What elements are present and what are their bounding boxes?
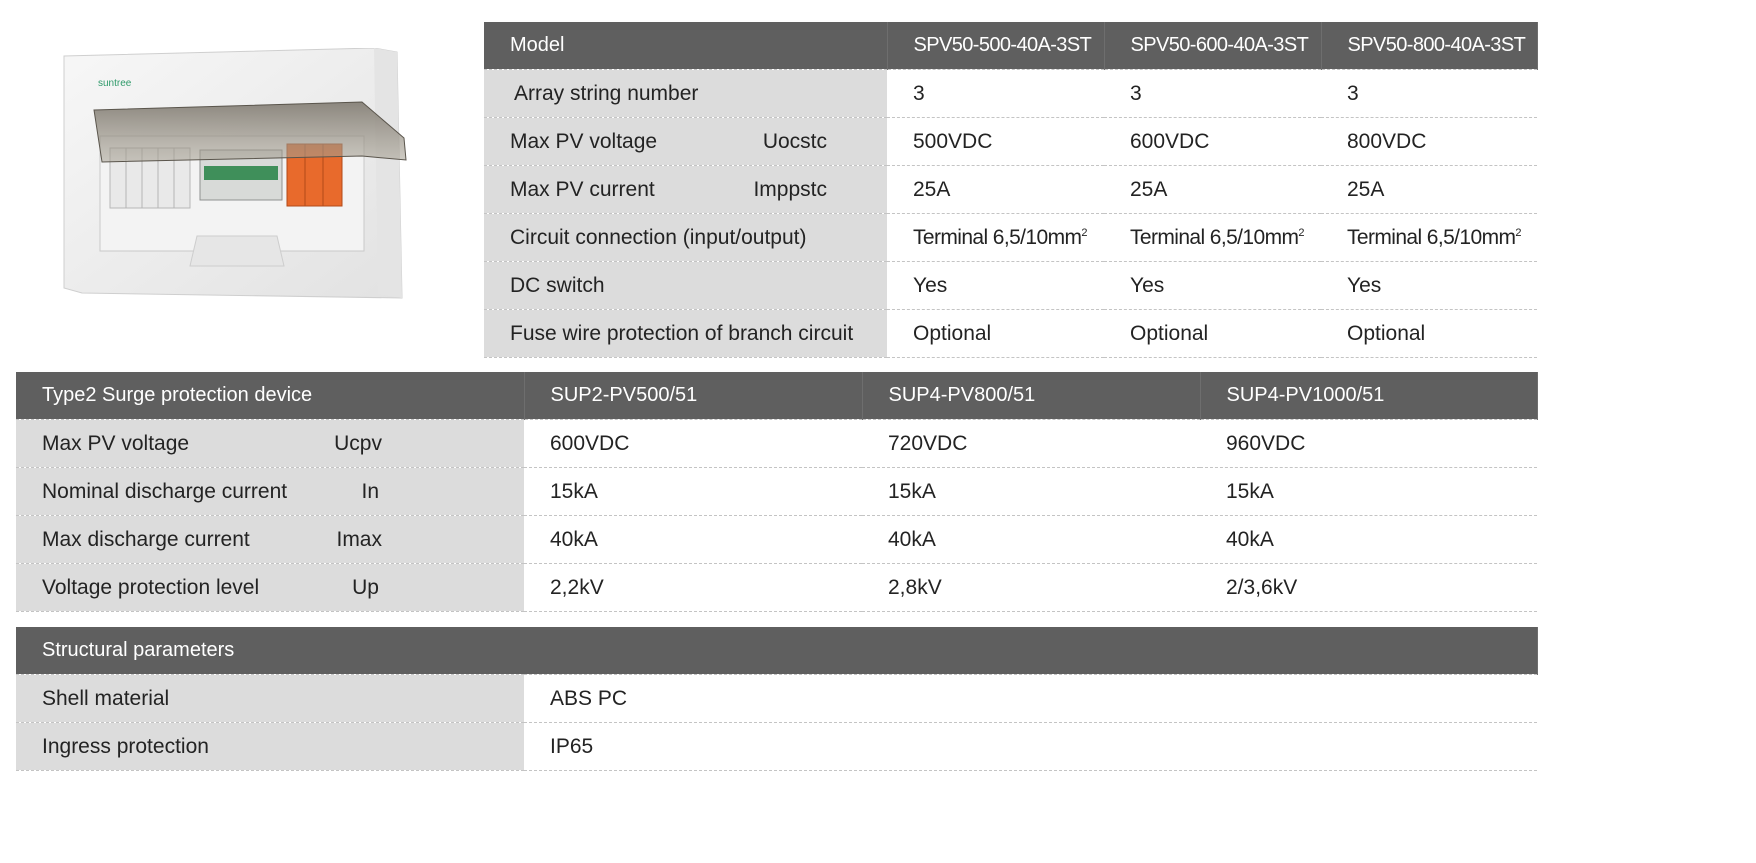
row-value: ABS PC [524,675,1537,723]
model-spec-table [484,22,1538,358]
row-label: Max PV voltage [42,431,190,455]
header-model: SUP4-PV1000/51 [1200,372,1537,420]
row-value: 2,8kV [862,564,1200,612]
row-value: Optional [1104,310,1321,358]
row-value: Terminal 6,5/10mm [913,225,1082,249]
row-symbol: Imax [336,527,382,551]
row-symbol: In [361,479,379,503]
header-model: SPV50-500-40A-3ST [887,22,1104,70]
row-value: 25A [887,166,1104,214]
row-label: Max discharge current [42,527,250,551]
row-value: 40kA [862,516,1200,564]
header-model: SUP2-PV500/51 [524,372,862,420]
table-row [484,262,1537,310]
table-header-row [16,627,1537,675]
combiner-box-image [62,48,457,338]
header-model: SPV50-800-40A-3ST [1321,22,1537,70]
header-label: Model [484,22,887,70]
row-value: Yes [1104,262,1321,310]
table-row [16,468,1537,516]
row-label: Circuit connection (input/output) [484,214,887,262]
row-value: 720VDC [862,420,1200,468]
row-value: Terminal 6,5/10mm [1130,225,1299,249]
row-label: Ingress protection [16,723,524,771]
row-value: 25A [1104,166,1321,214]
row-label: DC switch [484,262,887,310]
row-value: Yes [1321,262,1537,310]
table-row [484,118,1537,166]
row-value: 500VDC [887,118,1104,166]
row-value: 25A [1321,166,1537,214]
structural-spec-table [16,627,1538,771]
row-value: Yes [887,262,1104,310]
row-symbol: Uocstc [762,129,827,153]
value-superscript: 2 [1515,226,1521,239]
brand-logo: suntree [98,78,132,89]
header-label: Type2 Surge protection device [16,372,524,420]
table-row [16,675,1537,723]
header-model: SPV50-600-40A-3ST [1104,22,1321,70]
row-value: 40kA [524,516,862,564]
table-header-row [16,372,1537,420]
row-label: Max PV current [510,177,655,201]
row-value: 15kA [862,468,1200,516]
header-model: SUP4-PV800/51 [862,372,1200,420]
row-value: 40kA [1200,516,1537,564]
table-row [16,516,1537,564]
row-label: Fuse wire protection of branch circuit [484,310,887,358]
row-label: Nominal discharge current [42,479,288,503]
table-row [16,723,1537,771]
row-value: 600VDC [524,420,862,468]
value-superscript: 2 [1081,226,1087,239]
row-value: 15kA [1200,468,1537,516]
header-label: Structural parameters [16,627,1537,675]
row-value: 3 [1104,70,1321,118]
table-row [484,310,1537,358]
row-value: 2/3,6kV [1200,564,1537,612]
row-value: Terminal 6,5/10mm [1347,225,1516,249]
table-row [16,420,1537,468]
table-header-row [484,22,1537,70]
table-row [16,564,1537,612]
row-value: Optional [1321,310,1537,358]
row-label: Shell material [16,675,524,723]
value-superscript: 2 [1298,226,1304,239]
spd-spec-table [16,372,1538,612]
row-value: 3 [887,70,1104,118]
row-symbol: Up [352,575,379,599]
row-value: 2,2kV [524,564,862,612]
row-value: 800VDC [1321,118,1537,166]
row-value: Optional [887,310,1104,358]
table-row [484,214,1537,262]
row-value: 15kA [524,468,862,516]
table-row [484,166,1537,214]
row-label: Voltage protection level [42,575,260,599]
row-value: 600VDC [1104,118,1321,166]
row-value: 3 [1321,70,1537,118]
row-value: 960VDC [1200,420,1537,468]
row-value: IP65 [524,723,1537,771]
table-row [484,70,1537,118]
row-label: Array string number [484,70,887,118]
row-symbol: Ucpv [334,431,382,455]
row-label: Max PV voltage [510,129,658,153]
row-symbol: Imppstc [753,177,827,201]
